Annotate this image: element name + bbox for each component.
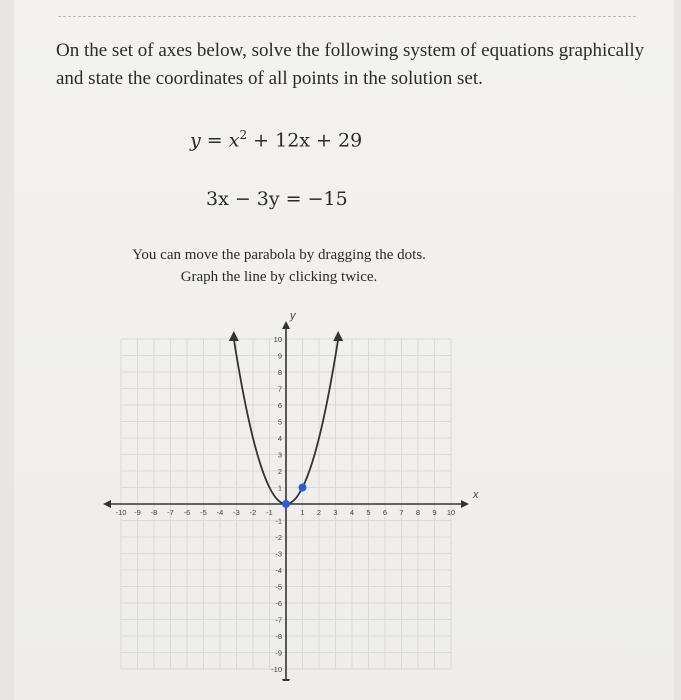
parabola-arrow-left <box>229 331 239 341</box>
x-tick-label: 10 <box>446 508 456 517</box>
eq1-exponent: 2 <box>239 128 248 142</box>
y-tick-label: -4 <box>275 566 282 575</box>
x-tick-label: -10 <box>115 508 127 517</box>
point-drag-dot[interactable] <box>299 484 307 492</box>
y-axis-arrow-down <box>282 679 290 681</box>
y-tick-label: -2 <box>275 533 282 542</box>
y-tick-label: 9 <box>277 351 282 361</box>
parabola-arrow-right <box>333 331 343 341</box>
question-text: On the set of axes below, solve the following system of equations graphically and state the coordinates of all points in the solution set. <box>56 40 645 89</box>
eq1-rest: + 12x + 29 <box>253 129 363 152</box>
y-axis-label: y <box>290 310 296 322</box>
y-tick-label: -5 <box>275 582 282 592</box>
x-tick-label: 4 <box>349 508 355 517</box>
x-tick-label: -9 <box>134 508 141 517</box>
eq1-x: x <box>228 129 240 152</box>
x-tick-label: 1 <box>300 508 305 517</box>
y-tick-label: -10 <box>271 665 282 674</box>
y-tick-label: 1 <box>277 483 282 493</box>
x-tick-label: -8 <box>150 508 158 517</box>
y-tick-label: -1 <box>275 516 282 526</box>
y-tick-label: 6 <box>277 401 282 410</box>
y-tick-label: 4 <box>277 434 282 443</box>
y-tick-label: 7 <box>277 384 282 394</box>
instructions <box>114 244 444 288</box>
top-divider <box>58 16 636 17</box>
x-axis-arrow-left <box>103 500 111 508</box>
vertex-drag-dot[interactable] <box>282 500 290 508</box>
y-axis-arrow-up <box>282 321 290 329</box>
y-tick-label: -6 <box>275 599 282 608</box>
y-tick-label: -3 <box>275 549 282 559</box>
page <box>14 0 674 700</box>
y-tick-label: 5 <box>277 417 282 427</box>
x-tick-label: 9 <box>432 508 437 517</box>
y-tick-label: 10 <box>273 335 282 344</box>
y-tick-label: -8 <box>275 632 282 641</box>
eq1-lhs: y <box>190 129 201 152</box>
x-tick-label: -4 <box>216 508 224 517</box>
x-tick-label: -3 <box>233 508 240 517</box>
coordinate-plane[interactable] <box>94 296 484 681</box>
x-tick-label: -6 <box>183 508 191 517</box>
y-tick-label: 8 <box>277 368 282 377</box>
x-tick-label: 2 <box>316 508 322 517</box>
instruction-line-2: Graph the line by clicking twice. <box>180 269 378 285</box>
y-tick-label: 2 <box>277 467 282 476</box>
equation-1: $y = x^2 + 12x + 29$ <box>190 128 363 152</box>
x-tick-label: 5 <box>366 508 371 517</box>
instruction-line-1: You can move the parabola by dragging the dots. <box>132 247 426 263</box>
y-tick-label: 3 <box>277 450 282 460</box>
graph-area[interactable] <box>94 296 484 686</box>
y-tick-label: -9 <box>275 648 282 658</box>
equation-2: 3x − 3y = −15 <box>206 188 348 210</box>
y-tick-label: -7 <box>275 615 282 625</box>
x-tick-label: -7 <box>167 508 174 517</box>
x-axis-arrow-right <box>461 500 469 508</box>
x-tick-label: -1 <box>266 508 273 517</box>
x-tick-label: 8 <box>415 508 421 517</box>
x-tick-label: 3 <box>333 508 338 517</box>
x-tick-label: -2 <box>249 508 257 517</box>
x-tick-label: 7 <box>399 508 404 517</box>
x-axis-label: x <box>473 489 479 501</box>
x-tick-label: -5 <box>200 508 207 517</box>
x-tick-label: 6 <box>382 508 388 517</box>
